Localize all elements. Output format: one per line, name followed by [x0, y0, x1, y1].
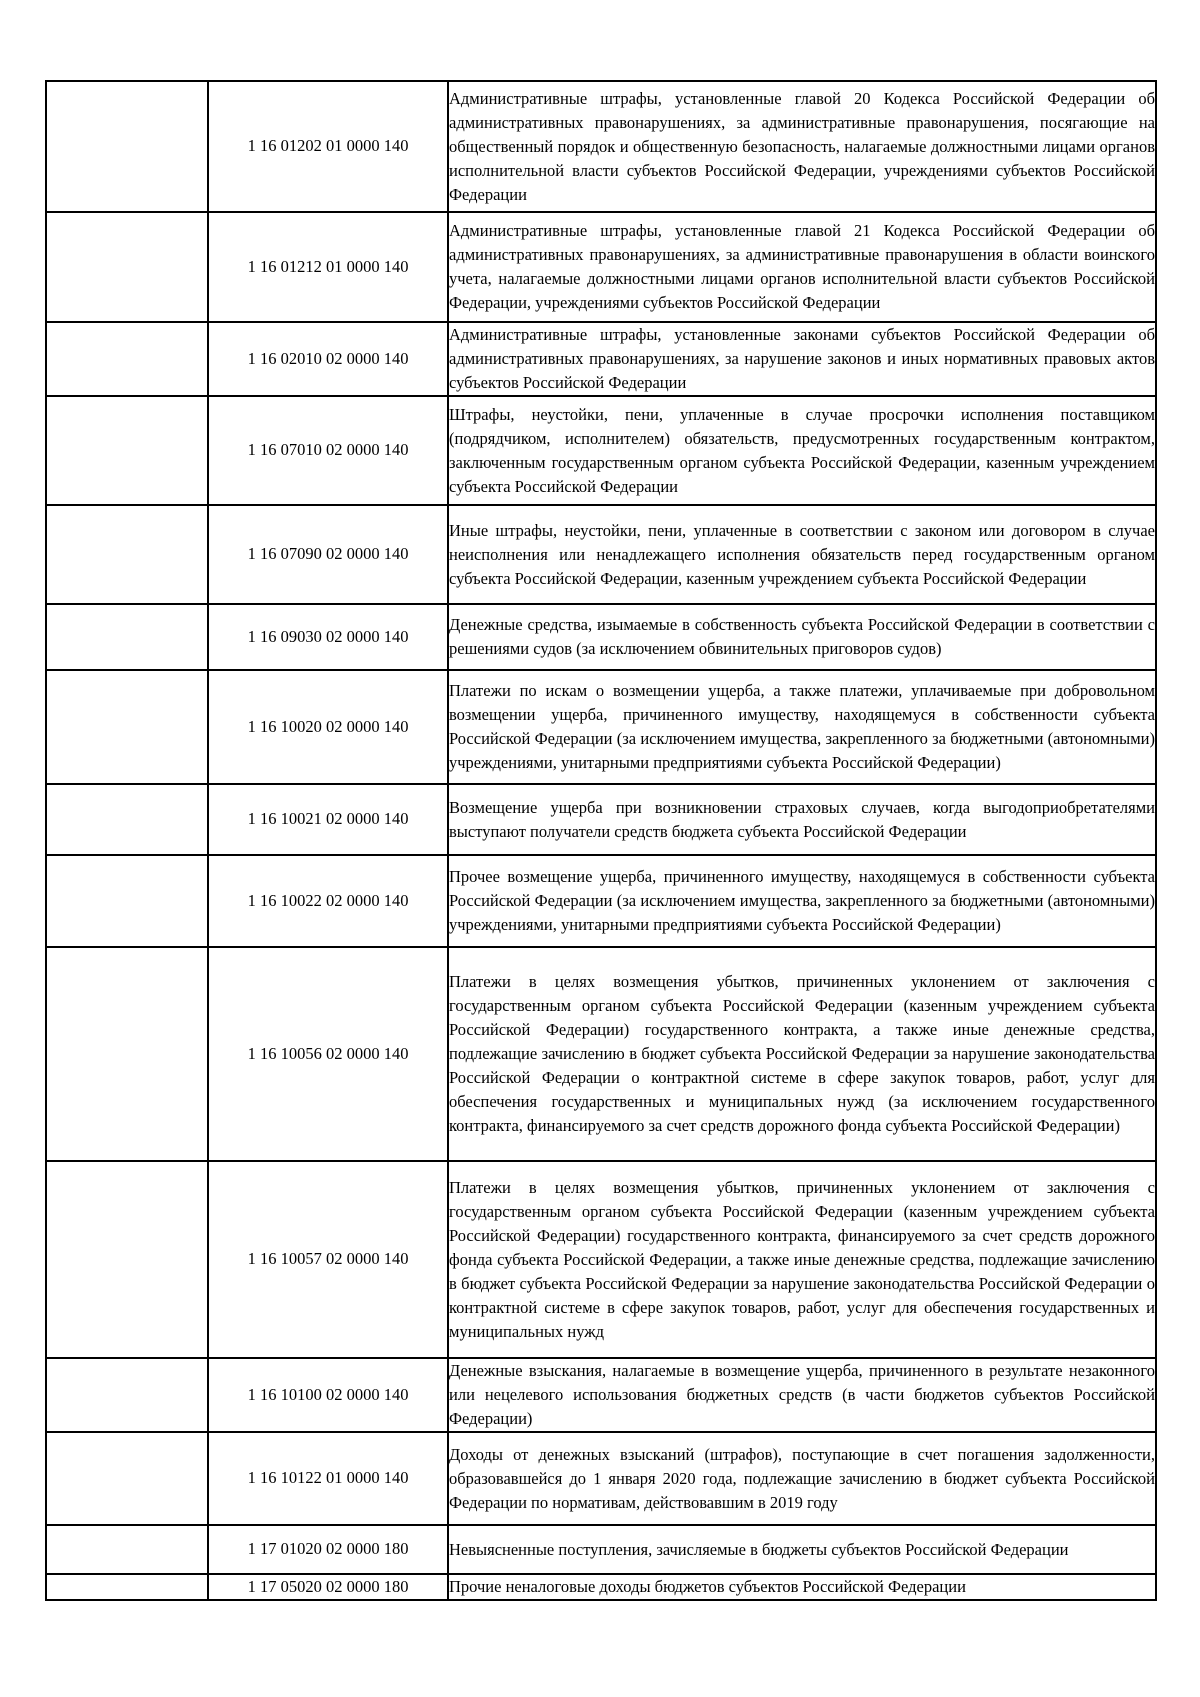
description-cell: Платежи по искам о возмещении ущерба, а также платежи, уплачиваемые при добровольном возмещении ущерба, причиненного имуществу, находящемуся в собственности субъекта Российской Федерации (за исключением имущества, закрепленного за бюджетными (автономными) учреждениями, унитарными предприятиями субъекта Российской Федерации)	[448, 670, 1156, 784]
budget-code-cell: 1 17 01020 02 0000 180	[208, 1525, 448, 1574]
admin-code-cell	[46, 322, 208, 396]
table-row	[46, 322, 1156, 396]
description-cell: Возмещение ущерба при возникновении страховых случаев, когда выгодоприобретателями выступают получатели средств бюджета субъекта Российской Федерации	[448, 784, 1156, 855]
budget-code-cell: 1 16 10122 01 0000 140	[208, 1432, 448, 1525]
description-cell: Административные штрафы, установленные главой 21 Кодекса Российской Федерации об административных правонарушениях, за административные правонарушения в области воинского учета, налагаемые должностными лицами органов исполнительной власти субъектов Российской Федерации, учреждениями субъектов Российской Федерации	[448, 212, 1156, 322]
admin-code-cell	[46, 396, 208, 505]
budget-code-cell: 1 16 07010 02 0000 140	[208, 396, 448, 505]
table-row	[46, 855, 1156, 947]
table-row	[46, 947, 1156, 1161]
admin-code-cell	[46, 855, 208, 947]
budget-code-cell: 1 16 10056 02 0000 140	[208, 947, 448, 1161]
admin-code-cell	[46, 1432, 208, 1525]
admin-code-cell	[46, 670, 208, 784]
description-cell: Платежи в целях возмещения убытков, причиненных уклонением от заключения с государственным органом субъекта Российской Федерации (казенным учреждением субъекта Российской Федерации) государственного контракта, финансируемого за счет средств дорожного фонда субъекта Российской Федерации, а также иные денежные средства, подлежащие зачислению в бюджет субъекта Российской Федерации за нарушение законодательства Российской Федерации о контрактной системе в сфере закупок товаров, работ, услуг для обеспечения государственных и муниципальных нужд	[448, 1161, 1156, 1358]
revenue-codes-table	[45, 80, 1157, 1601]
admin-code-cell	[46, 604, 208, 670]
admin-code-cell	[46, 81, 208, 212]
budget-code-cell: 1 17 05020 02 0000 180	[208, 1574, 448, 1600]
admin-code-cell	[46, 1161, 208, 1358]
table-row	[46, 505, 1156, 604]
description-cell: Прочее возмещение ущерба, причиненного имуществу, находящемуся в собственности субъекта Российской Федерации (за исключением имущества, закрепленного за бюджетными (автономными) учреждениями, унитарными предприятиями субъекта Российской Федерации)	[448, 855, 1156, 947]
description-cell: Доходы от денежных взысканий (штрафов), поступающие в счет погашения задолженности, образовавшейся до 1 января 2020 года, подлежащие зачислению в бюджет субъекта Российской Федерации по нормативам, действовавшим в 2019 году	[448, 1432, 1156, 1525]
description-cell: Денежные средства, изымаемые в собственность субъекта Российской Федерации в соответствии с решениями судов (за исключением обвинительных приговоров судов)	[448, 604, 1156, 670]
budget-code-cell: 1 16 07090 02 0000 140	[208, 505, 448, 604]
table-row	[46, 670, 1156, 784]
table-row	[46, 396, 1156, 505]
budget-code-cell: 1 16 01212 01 0000 140	[208, 212, 448, 322]
budget-code-cell: 1 16 10057 02 0000 140	[208, 1161, 448, 1358]
table-row	[46, 604, 1156, 670]
table-row	[46, 212, 1156, 322]
table-row	[46, 1525, 1156, 1574]
description-cell: Невыясненные поступления, зачисляемые в бюджеты субъектов Российской Федерации	[448, 1525, 1156, 1574]
description-cell: Денежные взыскания, налагаемые в возмещение ущерба, причиненного в результате незаконного или нецелевого использования бюджетных средств (в части бюджетов субъектов Российской Федерации)	[448, 1358, 1156, 1432]
description-cell: Административные штрафы, установленные главой 20 Кодекса Российской Федерации об административных правонарушениях, за административные правонарушения, посягающие на общественный порядок и общественную безопасность, налагаемые должностными лицами органов исполнительной власти субъектов Российской Федерации, учреждениями субъектов Российской Федерации	[448, 81, 1156, 212]
budget-code-cell: 1 16 10022 02 0000 140	[208, 855, 448, 947]
admin-code-cell	[46, 1525, 208, 1574]
document-page	[45, 80, 1155, 1601]
admin-code-cell	[46, 212, 208, 322]
budget-code-cell: 1 16 10020 02 0000 140	[208, 670, 448, 784]
admin-code-cell	[46, 505, 208, 604]
table-row	[46, 784, 1156, 855]
description-cell: Платежи в целях возмещения убытков, причиненных уклонением от заключения с государственным органом субъекта Российской Федерации (казенным учреждением субъекта Российской Федерации) государственного контракта, а также иные денежные средства, подлежащие зачислению в бюджет субъекта Российской Федерации за нарушение законодательства Российской Федерации о контрактной системе в сфере закупок товаров, работ, услуг для обеспечения государственных и муниципальных нужд (за исключением государственного контракта, финансируемого за счет средств дорожного фонда субъекта Российской Федерации)	[448, 947, 1156, 1161]
table-row	[46, 1574, 1156, 1600]
admin-code-cell	[46, 1358, 208, 1432]
admin-code-cell	[46, 1574, 208, 1600]
admin-code-cell	[46, 947, 208, 1161]
budget-code-cell: 1 16 02010 02 0000 140	[208, 322, 448, 396]
table-row	[46, 1358, 1156, 1432]
admin-code-cell	[46, 784, 208, 855]
budget-code-cell: 1 16 01202 01 0000 140	[208, 81, 448, 212]
description-cell: Иные штрафы, неустойки, пени, уплаченные в соответствии с законом или договором в случае неисполнения или ненадлежащего исполнения обязательств перед государственным органом субъекта Российской Федерации, казенным учреждением субъекта Российской Федерации	[448, 505, 1156, 604]
table-row	[46, 1432, 1156, 1525]
description-cell: Административные штрафы, установленные законами субъектов Российской Федерации об административных правонарушениях, за нарушение законов и иных нормативных правовых актов субъектов Российской Федерации	[448, 322, 1156, 396]
table-row	[46, 81, 1156, 212]
budget-code-cell: 1 16 09030 02 0000 140	[208, 604, 448, 670]
table-row	[46, 1161, 1156, 1358]
description-cell: Прочие неналоговые доходы бюджетов субъектов Российской Федерации	[448, 1574, 1156, 1600]
budget-code-cell: 1 16 10100 02 0000 140	[208, 1358, 448, 1432]
budget-code-cell: 1 16 10021 02 0000 140	[208, 784, 448, 855]
description-cell: Штрафы, неустойки, пени, уплаченные в случае просрочки исполнения поставщиком (подрядчиком, исполнителем) обязательств, предусмотренных государственным контрактом, заключенным государственным органом субъекта Российской Федерации, казенным учреждением субъекта Российской Федерации	[448, 396, 1156, 505]
